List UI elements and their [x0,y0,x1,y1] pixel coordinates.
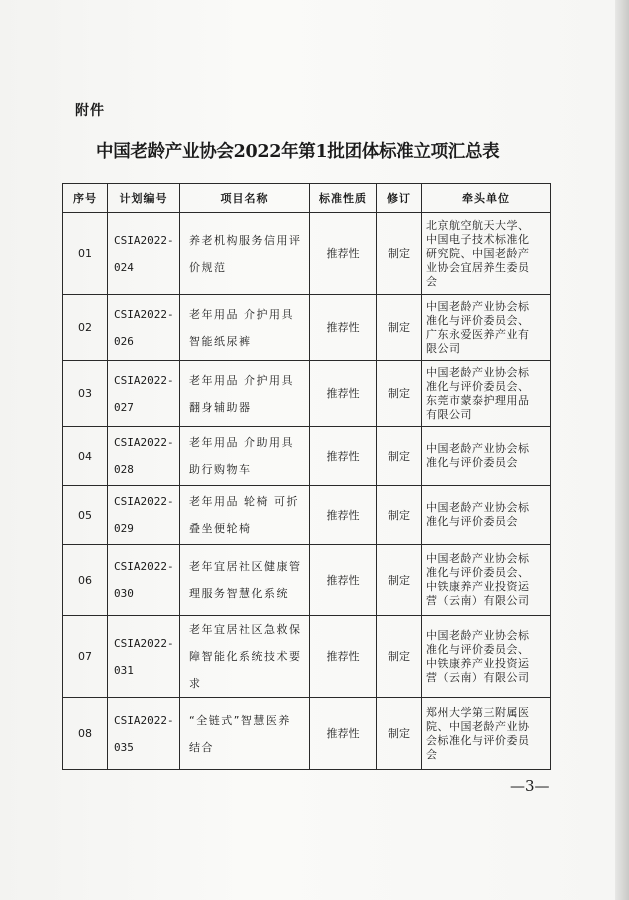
code-line: 026 [114,334,134,348]
name-line: 理服务智慧化系统 [189,587,289,600]
lead-line: 中国老龄产业协会标 [426,552,530,565]
name-line: 老年用品 介助用具 [189,436,294,449]
row-lead [422,361,551,427]
table-row [63,295,551,361]
lead-line: 限公司 [426,341,461,355]
lead-line: 北京航空航天大学、 [426,218,530,232]
row-lead [422,295,551,361]
row-no: 07 [63,616,108,698]
row-code [108,698,180,770]
row-nature: 推荐性 [310,698,377,770]
code-line: 024 [114,260,134,274]
code-line: CSIA2022- [114,436,174,449]
header-revision: 修订 [377,184,422,213]
lead-line: 中国老龄产业协会标 [426,628,530,642]
lead-line: 营（云南）有限公司 [426,670,530,684]
code-line: 035 [114,740,134,754]
lead-line: 郑州大学第三附属医 [426,705,530,719]
row-nature: 推荐性 [310,545,377,616]
lead-line: 院、中国老龄产业协 [426,719,530,733]
row-name [180,616,310,698]
lead-line: 准化与评价委员会 [426,456,518,469]
lead-line: 会标准化与评价委员 [426,733,530,747]
name-line: 求 [189,677,202,690]
lead-line: 准化与评价委员会、 [426,313,530,327]
row-revision: 制定 [377,213,422,295]
header-nature: 标准性质 [310,184,377,213]
lead-line: 准化与评价委员会、 [426,642,530,656]
lead-line: 中国老龄产业协会标 [426,442,530,455]
row-no: 05 [63,486,108,545]
table-row [63,545,551,616]
lead-line: 中国电子技术标准化 [426,232,530,246]
header-no: 序号 [63,184,108,213]
row-name [180,486,310,545]
lead-line: 中国老龄产业协会标 [426,365,530,379]
table-row [63,427,551,486]
lead-line: 营（云南）有限公司 [426,594,530,607]
code-line: CSIA2022- [114,373,174,387]
header-lead: 牵头单位 [422,184,551,213]
row-code [108,361,180,427]
row-lead [422,616,551,698]
row-revision: 制定 [377,698,422,770]
row-lead [422,427,551,486]
name-line: 翻身辅助器 [189,400,252,414]
table-row [63,616,551,698]
row-nature: 推荐性 [310,616,377,698]
page-number: —3— [510,777,550,795]
table-row [63,698,551,770]
name-line: “全链式”智慧医养 [189,713,291,727]
lead-line: 研究院、中国老龄产 [426,246,530,260]
row-no: 01 [63,213,108,295]
name-line: 老年用品 介护用具 [189,307,294,321]
name-line: 价规范 [189,260,227,274]
row-code [108,213,180,295]
lead-line: 会 [426,747,438,761]
header-name: 项目名称 [180,184,310,213]
standards-table [62,183,551,770]
attachment-label: 附件 [75,103,105,119]
code-line: 030 [114,587,134,600]
table-header-row [63,184,551,213]
row-no: 02 [63,295,108,361]
header-code: 计划编号 [108,184,180,213]
name-line: 障智能化系统技术要 [189,650,302,663]
code-line: 027 [114,400,134,414]
row-no: 03 [63,361,108,427]
row-nature: 推荐性 [310,213,377,295]
name-line: 老年用品 轮椅 可折 [189,495,299,508]
row-name [180,545,310,616]
row-revision: 制定 [377,361,422,427]
row-nature: 推荐性 [310,486,377,545]
row-lead [422,698,551,770]
row-code [108,545,180,616]
row-nature: 推荐性 [310,295,377,361]
lead-line: 东莞市蒙泰护理用品 [426,393,530,407]
lead-line: 广东永爱医养产业有 [426,327,530,341]
lead-line: 准化与评价委员会、 [426,379,530,393]
lead-line: 中铁康养产业投资运 [426,656,530,670]
row-code [108,616,180,698]
table-row [63,361,551,427]
name-line: 老年用品 介护用具 [189,373,294,387]
lead-line: 准化与评价委员会、 [426,566,530,579]
lead-line: 会 [426,274,438,288]
name-line: 结合 [189,740,214,754]
row-lead [422,545,551,616]
table-row [63,213,551,295]
row-code [108,486,180,545]
row-name [180,427,310,486]
row-revision: 制定 [377,545,422,616]
lead-line: 中国老龄产业协会标 [426,299,530,313]
row-nature: 推荐性 [310,361,377,427]
row-nature: 推荐性 [310,427,377,486]
table-row [63,486,551,545]
row-revision: 制定 [377,427,422,486]
row-name [180,698,310,770]
name-line: 养老机构服务信用评 [189,233,302,247]
name-line: 智能纸尿裤 [189,334,252,348]
lead-line: 有限公司 [426,407,472,421]
page-edge-shadow [615,0,629,900]
code-line: 029 [114,522,134,535]
row-name [180,361,310,427]
code-line: CSIA2022- [114,233,174,247]
row-code [108,427,180,486]
code-line: CSIA2022- [114,713,174,727]
code-line: 031 [114,663,134,677]
code-line: CSIA2022- [114,495,174,508]
code-line: CSIA2022- [114,560,174,573]
name-line: 助行购物车 [189,463,252,476]
row-lead [422,213,551,295]
name-line: 叠坐便轮椅 [189,522,252,535]
lead-line: 中国老龄产业协会标 [426,501,530,514]
row-no: 06 [63,545,108,616]
code-line: CSIA2022- [114,307,174,321]
row-revision: 制定 [377,486,422,545]
row-code [108,295,180,361]
row-name [180,295,310,361]
row-lead [422,486,551,545]
name-line: 老年宜居社区急救保 [189,623,302,636]
row-revision: 制定 [377,616,422,698]
row-revision: 制定 [377,295,422,361]
row-name [180,213,310,295]
lead-line: 准化与评价委员会 [426,515,518,528]
lead-line: 中铁康养产业投资运 [426,580,530,593]
code-line: CSIA2022- [114,636,174,650]
code-line: 028 [114,463,134,476]
name-line: 老年宜居社区健康管 [189,560,302,573]
row-no: 08 [63,698,108,770]
row-no: 04 [63,427,108,486]
lead-line: 业协会宜居养生委员 [426,260,530,274]
page-title: 中国老龄产业协会2022年第1批团体标准立项汇总表 [96,142,500,162]
